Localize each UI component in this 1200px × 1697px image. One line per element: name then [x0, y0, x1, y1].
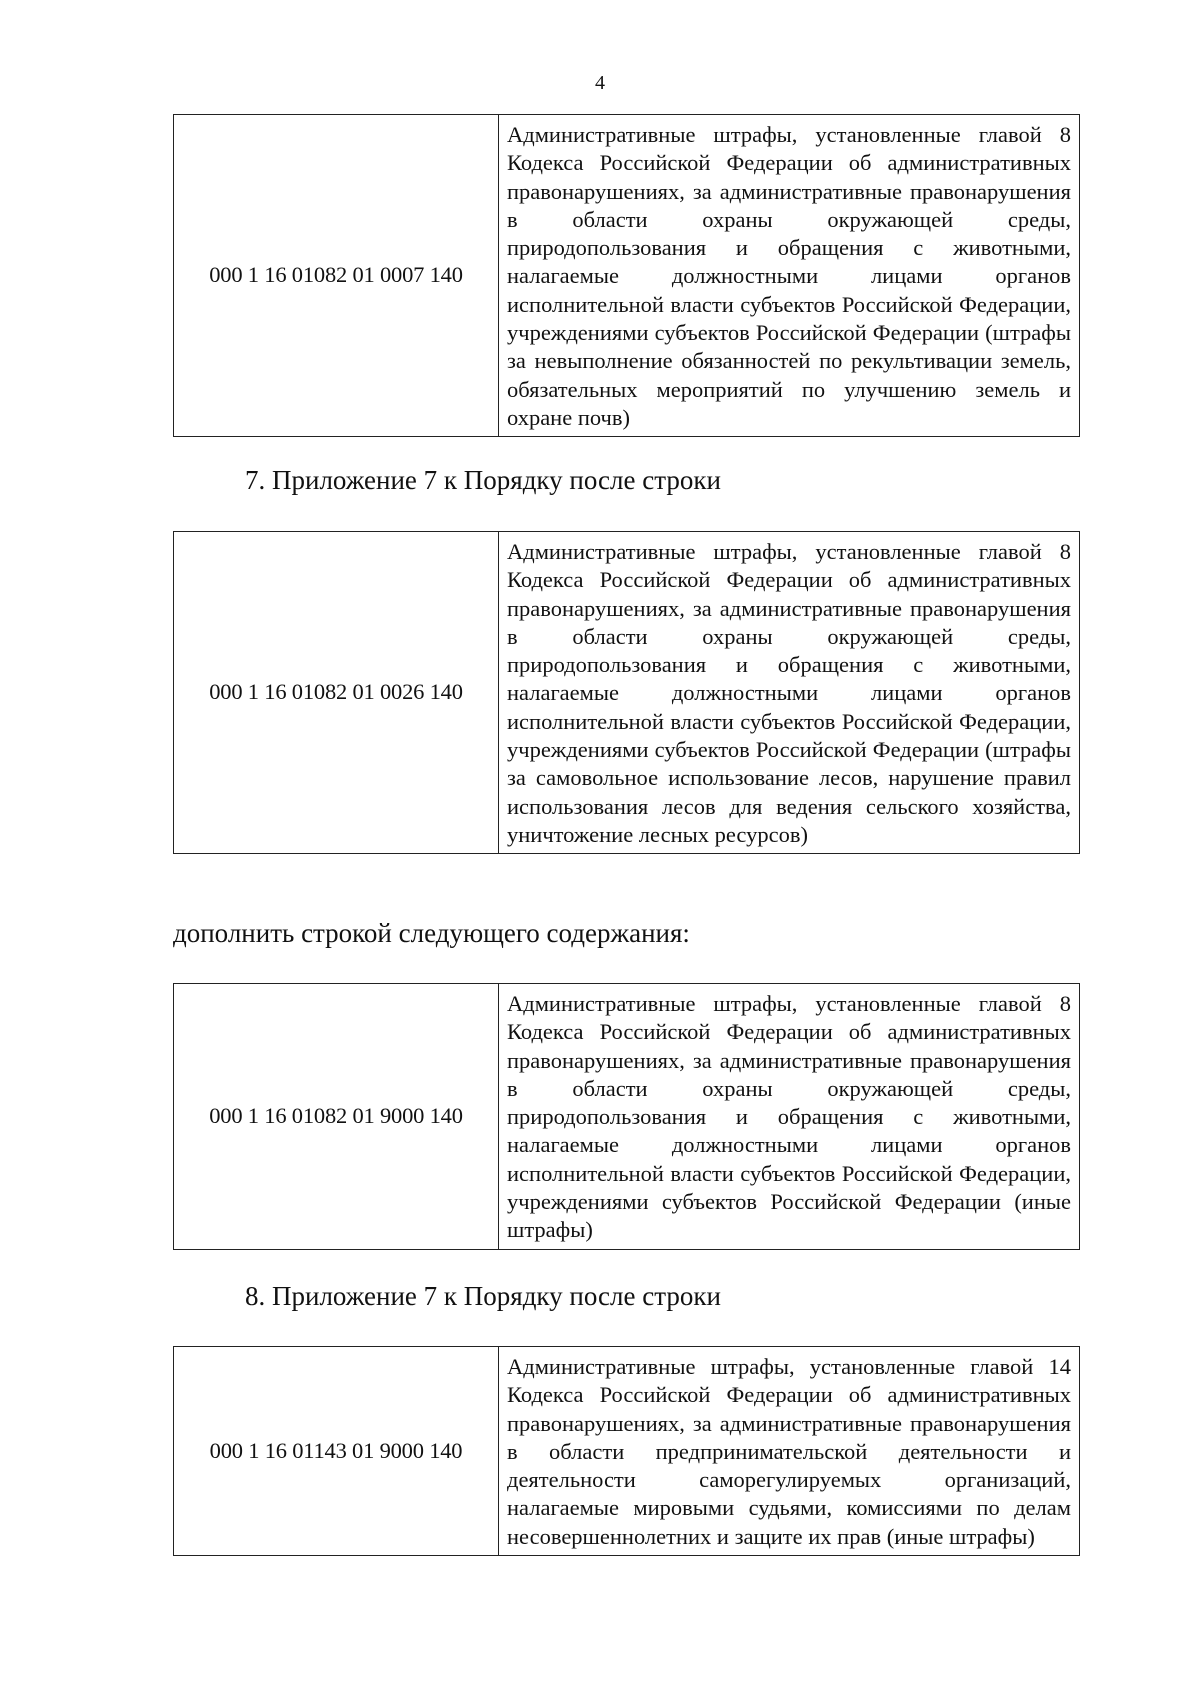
description-cell: Административные штрафы, установленные главой 8 Кодекса Российской Федерации об административных правонарушениях, за административные правонарушения в области охраны окружающей среды, природопользования и обращения с животными, налагаемые должностными лицами органов исполнительной власти субъектов Российской Федерации, учреждениями субъектов Российской Федерации (иные штрафы): [499, 984, 1080, 1250]
paragraph-item-8: 8. Приложение 7 к Порядку после строки: [245, 1281, 721, 1311]
budget-code-cell: 000 1 16 01143 01 9000 140: [174, 1347, 499, 1556]
code-table-1: [173, 114, 1080, 437]
code-table-3: [173, 983, 1080, 1250]
table-row: [174, 532, 1080, 854]
table-row: [174, 115, 1080, 437]
table-row: [174, 984, 1080, 1250]
description-cell: Административные штрафы, установленные главой 14 Кодекса Российской Федерации об административных правонарушениях, за административные правонарушения в области предпринимательской деятельности и деятельности саморегулируемых организаций, налагаемые мировыми судьями, комиссиями по делам несовершеннолетних и защите их прав (иные штрафы): [499, 1347, 1080, 1556]
page-number: 4: [595, 72, 605, 94]
budget-code-cell: 000 1 16 01082 01 9000 140: [174, 984, 499, 1250]
table-row: [174, 1347, 1080, 1556]
budget-code-cell: 000 1 16 01082 01 0026 140: [174, 532, 499, 854]
code-table-4: [173, 1346, 1080, 1556]
budget-code-cell: 000 1 16 01082 01 0007 140: [174, 115, 499, 437]
code-table-2: [173, 531, 1080, 854]
description-cell: Административные штрафы, установленные главой 8 Кодекса Российской Федерации об административных правонарушениях, за административные правонарушения в области охраны окружающей среды, природопользования и обращения с животными, налагаемые должностными лицами органов исполнительной власти субъектов Российской Федерации, учреждениями субъектов Российской Федерации (штрафы за самовольное использование лесов, нарушение правил использования лесов для ведения сельского хозяйства, уничтожение лесных ресурсов): [499, 532, 1080, 854]
paragraph-item-7: 7. Приложение 7 к Порядку после строки: [245, 465, 721, 495]
paragraph-supplement: дополнить строкой следующего содержания:: [173, 918, 690, 948]
description-cell: Административные штрафы, установленные главой 8 Кодекса Российской Федерации об административных правонарушениях, за административные правонарушения в области охраны окружающей среды, природопользования и обращения с животными, налагаемые должностными лицами органов исполнительной власти субъектов Российской Федерации, учреждениями субъектов Российской Федерации (штрафы за невыполнение обязанностей по рекультивации земель, обязательных мероприятий по улучшению земель и охране почв): [499, 115, 1080, 437]
